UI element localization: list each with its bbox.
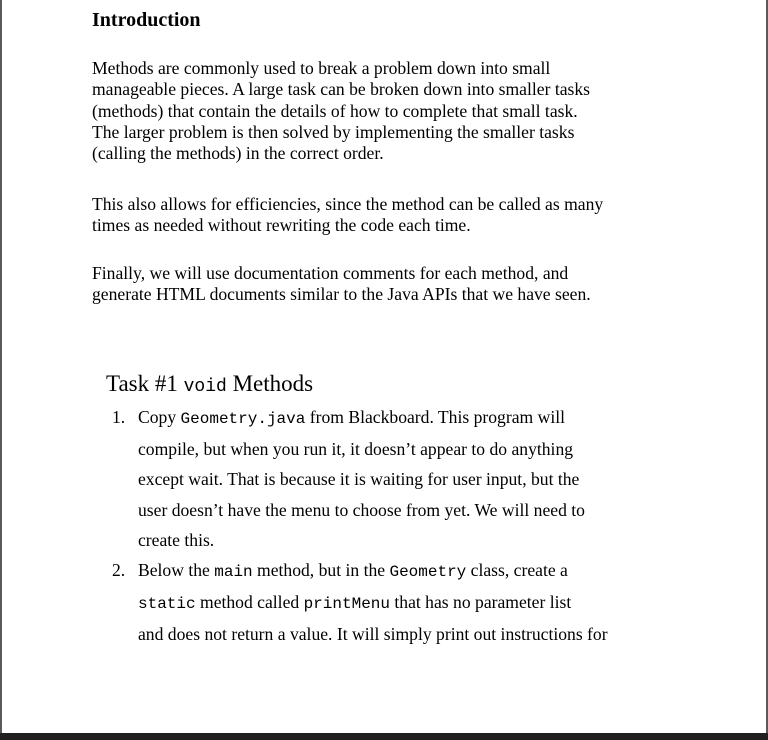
task1-heading-suffix: Methods (232, 371, 314, 396)
main-method-code: main (214, 563, 253, 582)
task1-step-2 (112, 555, 672, 650)
paragraph-line: Methods are commonly used to break a problem down into small (92, 58, 551, 78)
task1-heading-prefix: Task #1 (106, 371, 178, 396)
task1-heading-code: void (183, 377, 227, 397)
step-text: Copy (138, 407, 181, 427)
introduction-heading: Introduction (92, 9, 201, 31)
paragraph-line: generate HTML documents similar to the Java APIs that we have seen. (92, 284, 591, 305)
paragraph-line: (methods) that contain the details of how to complete that small task. (92, 100, 578, 121)
step-line: create this. (138, 529, 215, 550)
paragraph-line: Finally, we will use documentation comments for each method, and (92, 263, 569, 283)
task1-heading (106, 370, 313, 401)
step-line: user doesn’t have the menu to choose from yet. We will need to (138, 499, 585, 520)
intro-paragraph-1 (92, 58, 702, 164)
step-text: from Blackboard. This program will (305, 407, 565, 427)
intro-paragraph-2 (92, 194, 702, 237)
step-text: that has no parameter list (390, 592, 572, 613)
viewer-bottom-bar (0, 733, 768, 740)
geometry-class-code: Geometry (389, 563, 467, 582)
filename-code: Geometry.java (180, 410, 306, 428)
step-line: compile, but when you run it, it doesn’t appear to do anything (138, 439, 574, 460)
step-line (138, 555, 672, 587)
step-number: 1. (112, 407, 126, 427)
task1-steps-list (112, 402, 672, 650)
paragraph-line: times as needed without rewriting the code each time. (92, 215, 471, 236)
paragraph-line: manageable pieces. A large task can be broken down into smaller tasks (92, 79, 591, 100)
document-page (2, 0, 766, 733)
paragraph-line: The larger problem is then solved by implementing the smaller tasks (92, 121, 575, 142)
task1-step-1 (112, 402, 672, 555)
step-text: Below the (138, 560, 215, 581)
step-text: method, but in the (252, 560, 390, 581)
intro-paragraph-3 (92, 263, 702, 306)
step-text: method called (195, 592, 304, 613)
static-keyword-code: static (138, 595, 196, 614)
paragraph-line: This also allows for efficiencies, since the method can be called as many (92, 194, 604, 214)
step-number: 2. (112, 560, 126, 581)
step-line: and does not return a value. It will simply print out instructions for (138, 624, 608, 645)
paragraph-line: (calling the methods) in the correct order. (92, 143, 384, 164)
step-text: class, create a (466, 560, 568, 581)
printmenu-method-code: printMenu (303, 595, 390, 614)
step-line: except wait. That is because it is waiting for user input, but the (138, 469, 580, 490)
step-line (138, 587, 672, 619)
step-line (138, 402, 672, 434)
